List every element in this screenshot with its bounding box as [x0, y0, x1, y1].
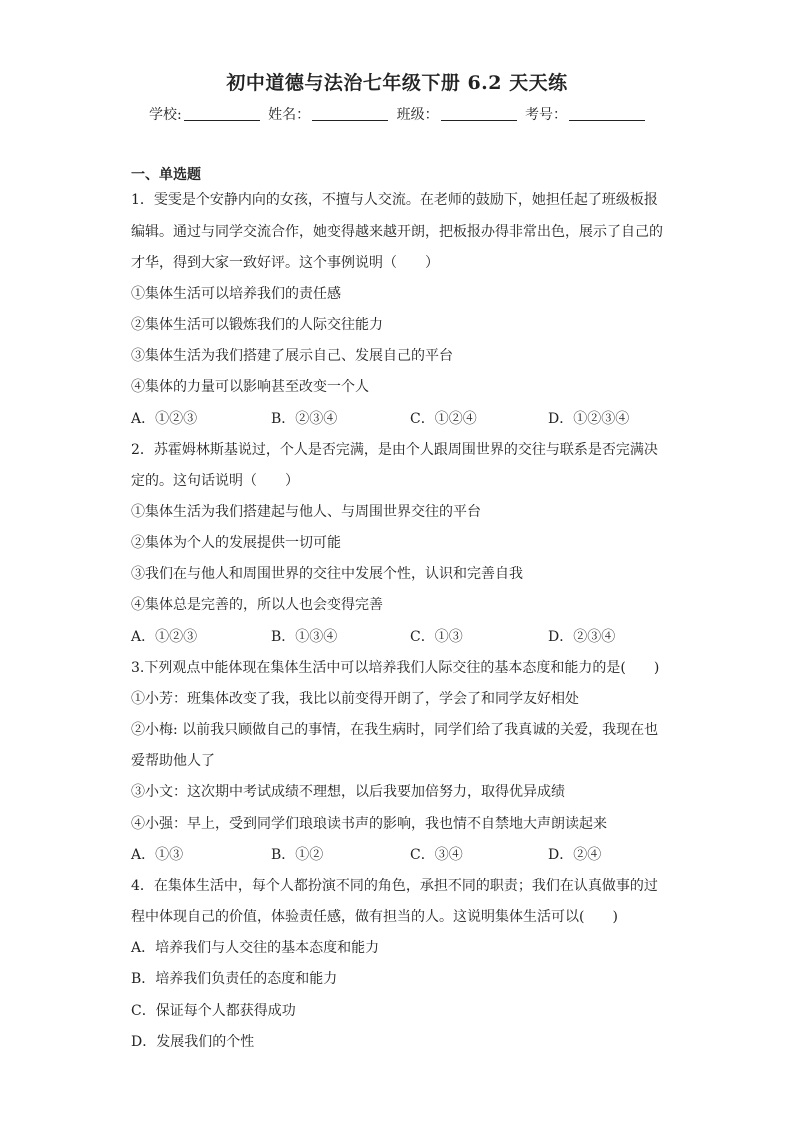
q2-option-d[interactable]: D．②③④ [548, 629, 616, 645]
q3-option-c[interactable]: C．③④ [410, 847, 463, 863]
q4-line: 程中体现自己的价值，体验责任感，做有担当的人。这说明集体生活可以( ) [131, 909, 618, 925]
name-blank[interactable] [312, 108, 388, 121]
q2-line: ②集体为个人的发展提供一切可能 [131, 535, 341, 551]
section-title: 一、单选题 [131, 167, 201, 183]
q4-line: 4．在集体生活中，每个人都扮演不同的角色，承担不同的职责；我们在认真做事的过 [131, 878, 658, 894]
q2-line: ③我们在与他人和周围世界的交往中发展个性，认识和完善自我 [131, 566, 523, 582]
q3-line: ③小文：这次期中考试成绩不理想，以后我要加倍努力，取得优异成绩 [131, 784, 565, 800]
name-label: 姓名： [268, 107, 311, 123]
page-title: 初中道德与法治七年级下册 6.2 天天练 [226, 72, 568, 94]
q4-option-d[interactable]: D．发展我们的个性 [131, 1034, 255, 1050]
q2-line: ④集体总是完善的，所以人也会变得完善 [131, 597, 383, 613]
class-blank[interactable] [441, 108, 517, 121]
q4-option-c[interactable]: C．保证每个人都获得成功 [131, 1003, 296, 1019]
q2-line: ①集体生活为我们搭建起与他人、与周围世界交往的平台 [131, 504, 481, 520]
q3-option-a[interactable]: A．①③ [131, 847, 184, 863]
class-label: 班级： [396, 107, 439, 123]
q1-option-b[interactable]: B．②③④ [271, 411, 338, 427]
student-info-row [0, 104, 794, 124]
q3-option-d[interactable]: D．②④ [548, 847, 602, 863]
q2-option-b[interactable]: B．①③④ [271, 629, 338, 645]
q1-option-d[interactable]: D．①②③④ [548, 411, 630, 427]
q1-option-a[interactable]: A．①②③ [131, 411, 198, 427]
q1-option-c[interactable]: C．①②④ [410, 411, 477, 427]
q3-line: 爱帮助他人了 [131, 753, 215, 769]
q4-option-a[interactable]: A．培养我们与人交往的基本态度和能力 [131, 940, 380, 956]
school-label: 学校: [148, 107, 182, 123]
q1-line: 才华，得到大家一致好评。这个事例说明（ ） [131, 255, 439, 271]
q1-line: ②集体生活可以锻炼我们的人际交往能力 [131, 317, 383, 333]
school-blank[interactable] [184, 108, 260, 121]
q2-option-c[interactable]: C．①③ [410, 629, 463, 645]
q3-line: ④小强：早上，受到同学们琅琅读书声的影响，我也情不自禁地大声朗读起来 [131, 816, 607, 832]
q3-option-b[interactable]: B．①② [271, 847, 324, 863]
q1-line: 编辑。通过与同学交流合作，她变得越来越开朗，把板报办得非常出色，展示了自己的 [131, 224, 663, 240]
q1-line: ①集体生活可以培养我们的责任感 [131, 286, 341, 302]
id-label: 考号： [525, 107, 568, 123]
q2-option-a[interactable]: A．①②③ [131, 629, 198, 645]
id-blank[interactable] [569, 108, 645, 121]
q1-line: ④集体的力量可以影响甚至改变一个人 [131, 379, 369, 395]
q4-option-b[interactable]: B．培养我们负责任的态度和能力 [131, 971, 338, 987]
q1-line: 1．雯雯是个安静内向的女孩，不擅与人交流。在老师的鼓励下，她担任起了班级板报 [131, 192, 658, 208]
q1-line: ③集体生活为我们搭建了展示自己、发展自己的平台 [131, 348, 453, 364]
q2-line: 定的。这句话说明（ ） [131, 473, 299, 489]
q3-line: ①小芳：班集体改变了我，我比以前变得开朗了，学会了和同学友好相处 [131, 691, 579, 707]
q3-line: ②小梅: 以前我只顾做自己的事情，在我生病时，同学们给了我真诚的关爱，我现在也 [131, 722, 659, 738]
q2-line: 2．苏霍姆林斯基说过，个人是否完满，是由个人跟周围世界的交往与联系是否完满决 [131, 442, 658, 458]
q3-line: 3.下列观点中能体现在集体生活中可以培养我们人际交往的基本态度和能力的是( ) [131, 660, 660, 676]
